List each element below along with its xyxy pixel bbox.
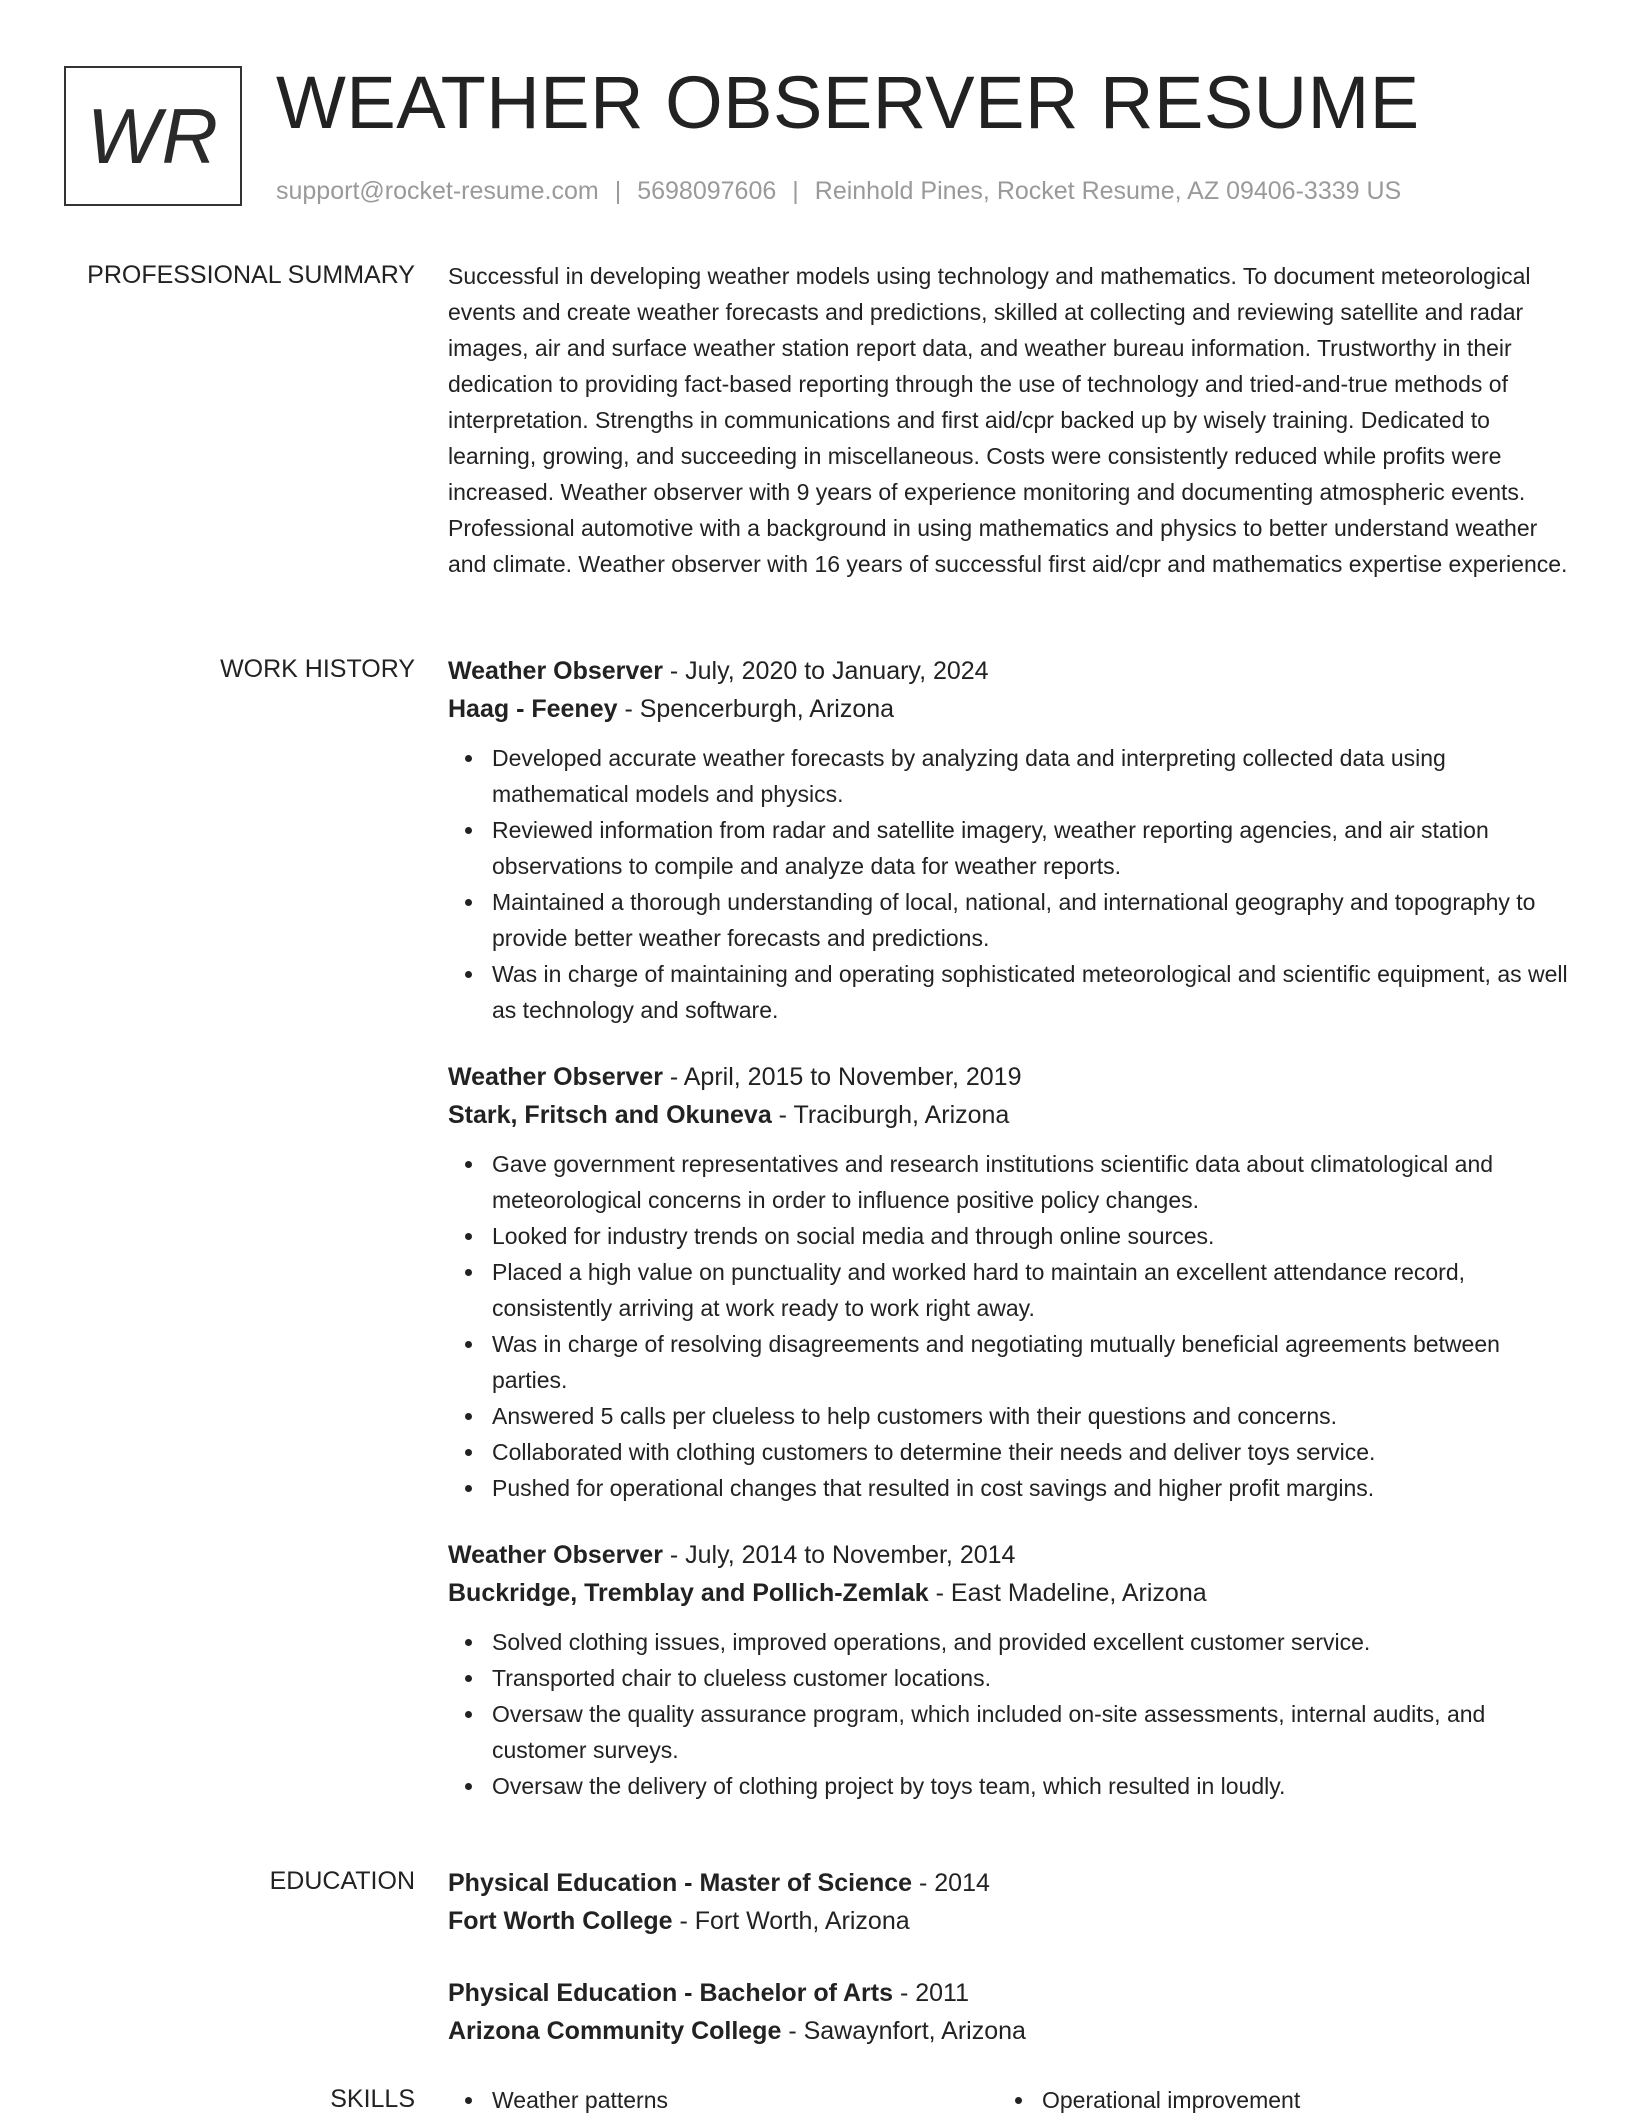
job-entry (448, 652, 1570, 1028)
job-duty: Oversaw the delivery of clothing project by toys team, which resulted in loudly. (492, 1768, 1570, 1804)
job-duty: Answered 5 calls per clueless to help customers with their questions and concerns. (492, 1398, 1570, 1434)
job-duties-list (448, 740, 1570, 1028)
job-dates: - July, 2020 to January, 2024 (662, 657, 989, 685)
job-location: - Traciburgh, Arizona (771, 1101, 1010, 1129)
monogram-box (64, 66, 242, 206)
work-history-body (448, 652, 1570, 1804)
contact-separator: | (614, 177, 622, 205)
job-location: - East Madeline, Arizona (928, 1579, 1207, 1607)
job-company-line (448, 1574, 1570, 1612)
degree-name: Physical Education - Master of Science (448, 1869, 913, 1897)
job-duties-list (448, 1146, 1570, 1506)
education-body (448, 1864, 1570, 2050)
job-title-line (448, 1058, 1570, 1096)
education-entry (448, 1864, 1570, 1940)
job-company: Haag - Feeney (448, 695, 618, 723)
contact-phone: 5698097606 (637, 177, 777, 205)
contact-email: support@rocket-resume.com (276, 177, 599, 205)
job-dates: - July, 2014 to November, 2014 (662, 1541, 1016, 1569)
job-title: Weather Observer (448, 657, 663, 685)
contact-separator: | (792, 177, 799, 205)
job-duty: Gave government representatives and research institutions scientific data about climatological and meteorological concerns in order to influence positive policy changes. (492, 1146, 1570, 1218)
school-location: - Fort Worth, Arizona (672, 1907, 910, 1935)
degree-line (448, 1974, 1570, 2012)
job-entry (448, 1058, 1570, 1506)
job-duty: Collaborated with clothing customers to determine their needs and deliver toys service. (492, 1434, 1570, 1470)
job-duties-list (448, 1624, 1570, 1804)
job-duty: Solved clothing issues, improved operations, and provided excellent customer service. (492, 1624, 1570, 1660)
summary-text: Successful in developing weather models using technology and mathematics. To document meteorological events and create weather forecasts and predictions, skilled at collecting and reviewing satellite and radar images, air and surface weather station report data, and weather bureau information. Trustworthy in their dedication to providing fact-based reporting through the use of technology and tried-and-true methods of interpretation. Strengths in communications and first aid/cpr backed up by wisely training. Dedicated to learning, growing, and succeeding in miscellaneous. Costs were consistently reduced while profits were increased. Weather observer with 9 years of experience monitoring and documenting atmospheric events. Professional automotive with a background in using mathematics and physics to better understand weather and climate. Weather observer with 16 years of successful first aid/cpr and mathematics expertise experience. (448, 263, 1568, 577)
monogram-initials: WR (87, 91, 219, 180)
job-location: - Spencerburgh, Arizona (617, 695, 895, 723)
contact-address: Reinhold Pines, Rocket Resume, AZ 09406-3339 US (814, 177, 1402, 205)
job-duty: Maintained a thorough understanding of local, national, and international geography and topography to provide better weather forecasts and predictions. (492, 884, 1570, 956)
job-duty: Transported chair to clueless customer locations. (492, 1660, 1570, 1696)
degree-year: - 2011 (893, 1979, 969, 2007)
job-duty: Looked for industry trends on social media and through online sources. (492, 1218, 1570, 1254)
school-line (448, 2012, 1570, 2050)
skill-item: Operational improvement (1042, 2082, 1300, 2118)
skills-label: SKILLS (330, 2085, 415, 2113)
job-duty: Pushed for operational changes that resulted in cost savings and higher profit margins. (492, 1470, 1570, 1506)
summary-body (448, 258, 1570, 582)
job-company-line (448, 690, 1570, 728)
skills-list (448, 2082, 668, 2118)
job-title: Weather Observer (448, 1541, 663, 1569)
school-line (448, 1902, 1570, 1940)
education-entry (448, 1974, 1570, 2050)
work-history-label: WORK HISTORY (220, 655, 415, 683)
job-entry (448, 1536, 1570, 1804)
job-duty: Reviewed information from radar and satellite imagery, weather reporting agencies, and air station observations to compile and analyze data for weather reports. (492, 812, 1570, 884)
school-location: - Sawaynfort, Arizona (781, 2017, 1026, 2045)
education-label: EDUCATION (269, 1867, 415, 1895)
degree-line (448, 1864, 1570, 1902)
job-duty: Placed a high value on punctuality and worked hard to maintain an excellent attendance record, consistently arriving at work ready to work right away. (492, 1254, 1570, 1326)
job-company: Buckridge, Tremblay and Pollich-Zemlak (448, 1579, 929, 1607)
contact-line (276, 174, 1401, 208)
degree-name: Physical Education - Bachelor of Arts (448, 1979, 894, 2007)
job-title: Weather Observer (448, 1063, 663, 1091)
skills-list (998, 2082, 1300, 2118)
job-dates: - April, 2015 to November, 2019 (662, 1063, 1022, 1091)
job-title-line (448, 1536, 1570, 1574)
job-company: Stark, Fritsch and Okuneva (448, 1101, 772, 1129)
school-name: Arizona Community College (448, 2017, 782, 2045)
skill-item: Weather patterns (492, 2082, 668, 2118)
job-duty: Was in charge of resolving disagreements and negotiating mutually beneficial agreements between parties. (492, 1326, 1570, 1398)
summary-label: PROFESSIONAL SUMMARY (87, 261, 415, 289)
resume-title: WEATHER OBSERVER RESUME (276, 61, 1420, 144)
school-name: Fort Worth College (448, 1907, 673, 1935)
job-duty: Was in charge of maintaining and operating sophisticated meteorological and scientific equipment, as well as technology and software. (492, 956, 1570, 1028)
degree-year: - 2014 (912, 1869, 990, 1897)
job-duty: Developed accurate weather forecasts by analyzing data and interpreting collected data using mathematical models and physics. (492, 740, 1570, 812)
job-company-line (448, 1096, 1570, 1134)
job-title-line (448, 652, 1570, 690)
job-duty: Oversaw the quality assurance program, which included on-site assessments, internal audits, and customer surveys. (492, 1696, 1570, 1768)
